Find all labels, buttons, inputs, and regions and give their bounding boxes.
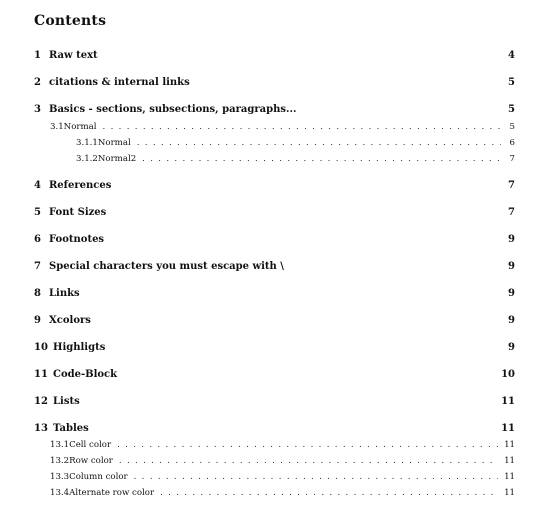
toc-entry-title: Code-Block bbox=[53, 369, 118, 380]
toc-entry-subsection-13-2[interactable] bbox=[50, 454, 515, 468]
toc-entry-title: Normal bbox=[97, 138, 131, 148]
toc-entry-subsection-13-3[interactable] bbox=[50, 470, 515, 484]
toc-entry-number: 13.1 bbox=[50, 440, 70, 450]
toc-heading: Contents bbox=[34, 13, 107, 29]
toc-entry-page: 6 bbox=[509, 138, 515, 148]
toc-entry-title: Footnotes bbox=[49, 234, 105, 245]
toc-entry-section-3[interactable] bbox=[34, 103, 515, 117]
toc-entry-number: 3.1.2 bbox=[76, 154, 98, 164]
toc-entry-number: 9 bbox=[34, 315, 41, 326]
toc-dot-leader bbox=[137, 136, 501, 150]
toc-entry-subsubsection-3-1-2[interactable] bbox=[76, 152, 515, 166]
toc-entry-section-8[interactable] bbox=[34, 287, 515, 301]
toc-entry-page: 5 bbox=[509, 122, 515, 132]
toc-entry-section-7[interactable] bbox=[34, 260, 515, 274]
toc-entry-number: 13.4 bbox=[50, 488, 70, 498]
toc-entry-page: 10 bbox=[501, 369, 515, 380]
toc-entry-page: 7 bbox=[509, 154, 515, 164]
toc-entry-section-2[interactable] bbox=[34, 76, 515, 90]
toc-entry-number: 13.3 bbox=[50, 472, 70, 482]
toc-entry-page: 4 bbox=[508, 50, 515, 61]
toc-entry-title: Highligts bbox=[53, 342, 106, 353]
toc-entry-section-13[interactable] bbox=[34, 422, 515, 436]
toc-entry-title: Tables bbox=[53, 423, 89, 434]
toc-entry-page: 11 bbox=[504, 488, 515, 498]
toc-entry-subsection-13-1[interactable] bbox=[50, 438, 515, 452]
toc-entry-title: Links bbox=[49, 288, 80, 299]
toc-entry-page: 5 bbox=[508, 77, 515, 88]
toc-entry-title: Normal2 bbox=[97, 154, 137, 164]
toc-entry-title: References bbox=[49, 180, 112, 191]
toc-entry-number: 3.1 bbox=[50, 122, 64, 132]
toc-entry-page: 11 bbox=[504, 440, 515, 450]
toc-entry-page: 11 bbox=[501, 396, 515, 407]
toc-entry-section-10[interactable] bbox=[34, 341, 515, 355]
toc-entry-section-1[interactable] bbox=[34, 49, 515, 63]
toc-entry-title: Column color bbox=[69, 472, 128, 482]
toc-dot-leader bbox=[103, 120, 502, 134]
toc-entry-number: 2 bbox=[34, 77, 41, 88]
toc-entry-number: 7 bbox=[34, 261, 41, 272]
toc-entry-subsection-13-4[interactable] bbox=[50, 486, 515, 500]
toc-entry-page: 9 bbox=[508, 234, 515, 245]
toc-entry-number: 6 bbox=[34, 234, 41, 245]
toc-entry-title: Lists bbox=[53, 396, 80, 407]
toc-entry-title: citations & internal links bbox=[49, 77, 190, 88]
toc-entry-subsubsection-3-1-1[interactable] bbox=[76, 136, 515, 150]
toc-entry-number: 11 bbox=[34, 369, 48, 380]
toc-entry-title: Raw text bbox=[49, 50, 98, 61]
toc-entry-number: 3 bbox=[34, 104, 41, 115]
toc-dot-leader bbox=[134, 470, 498, 484]
toc-entry-page: 9 bbox=[508, 315, 515, 326]
toc-entry-page: 9 bbox=[508, 288, 515, 299]
toc-entry-title: Special characters you must escape with \ bbox=[49, 261, 284, 272]
toc-entry-title: Alternate row color bbox=[69, 488, 155, 498]
toc-entry-subsection-3-1[interactable] bbox=[50, 120, 515, 134]
toc-entry-number: 8 bbox=[34, 288, 41, 299]
toc-entry-section-5[interactable] bbox=[34, 206, 515, 220]
toc-entry-page: 7 bbox=[508, 180, 515, 191]
toc-dot-leader bbox=[119, 454, 498, 468]
toc-entry-number: 1 bbox=[34, 50, 41, 61]
toc-dot-leader bbox=[160, 486, 498, 500]
toc-entry-title: Cell color bbox=[69, 440, 112, 450]
toc-dot-leader bbox=[117, 438, 498, 452]
toc-entry-title: Row color bbox=[69, 456, 113, 466]
toc-entry-number: 13.2 bbox=[50, 456, 70, 466]
toc-entry-page: 5 bbox=[508, 104, 515, 115]
toc-entry-section-12[interactable] bbox=[34, 395, 515, 409]
toc-entry-number: 3.1.1 bbox=[76, 138, 98, 148]
toc-entry-section-4[interactable] bbox=[34, 179, 515, 193]
toc-entry-number: 5 bbox=[34, 207, 41, 218]
toc-entry-page: 11 bbox=[504, 456, 515, 466]
toc-entry-title: Basics - sections, subsections, paragraphs... bbox=[49, 104, 297, 115]
toc-entry-title: Font Sizes bbox=[49, 207, 107, 218]
toc-entry-page: 9 bbox=[508, 342, 515, 353]
toc-entry-number: 10 bbox=[34, 342, 48, 353]
toc-entry-number: 4 bbox=[34, 180, 41, 191]
toc-entry-title: Normal bbox=[63, 122, 97, 132]
toc-entry-page: 7 bbox=[508, 207, 515, 218]
toc-dot-leader bbox=[142, 152, 501, 166]
toc-entry-section-9[interactable] bbox=[34, 314, 515, 328]
toc-entry-page: 11 bbox=[501, 423, 515, 434]
toc-entry-section-11[interactable] bbox=[34, 368, 515, 382]
toc-entry-title: Xcolors bbox=[49, 315, 91, 326]
toc-entry-section-6[interactable] bbox=[34, 233, 515, 247]
toc-entry-number: 13 bbox=[34, 423, 48, 434]
toc-entry-page: 9 bbox=[508, 261, 515, 272]
toc-entry-page: 11 bbox=[504, 472, 515, 482]
toc-entry-number: 12 bbox=[34, 396, 48, 407]
